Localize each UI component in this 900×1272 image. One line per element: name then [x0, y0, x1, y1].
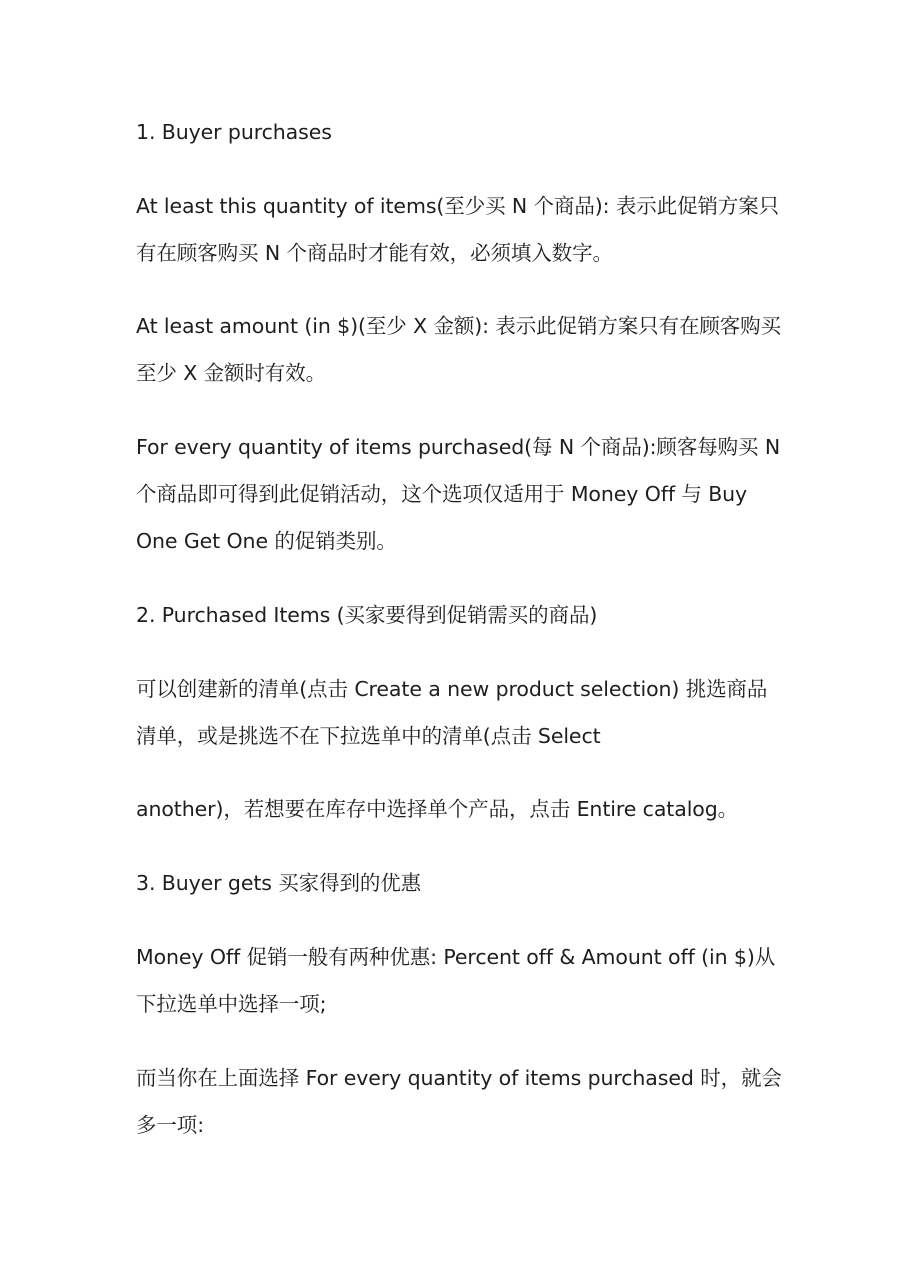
text-line: 个商品即可得到此促销活动，这个选项仅适用于 Money Off 与 Buy	[136, 482, 748, 506]
text-line: 多一项:	[136, 1113, 205, 1137]
text-line: 1. Buyer purchases	[136, 120, 332, 144]
text-line: 2. Purchased Items (买家要得到促销需买的商品)	[136, 603, 598, 627]
text-line: At least this quantity of items(至少买 N 个商品): 表示此促销方案只	[136, 194, 780, 218]
paragraph-entire-catalog	[136, 786, 776, 833]
paragraph-money-off	[136, 934, 776, 1028]
paragraph-extra-option	[136, 1055, 782, 1149]
text-line: One Get One 的促销类别。	[136, 529, 397, 553]
text-line: For every quantity of items purchased(每 N 个商品):顾客每购买 N	[136, 435, 781, 459]
text-line: 而当你在上面选择 For every quantity of items purchased 时，就会	[136, 1066, 782, 1090]
text-line: 至少 X 金额时有效。	[136, 361, 326, 385]
paragraph-every-quantity	[136, 424, 781, 565]
text-line: At least amount (in $)(至少 X 金额): 表示此促销方案只有在顾客购买	[136, 314, 781, 338]
paragraph-min-amount	[136, 303, 781, 397]
text-line: 有在顾客购买 N 个商品时才能有效，必须填入数字。	[136, 241, 613, 265]
text-line: another)，若想要在库存中选择单个产品，点击 Entire catalog。	[136, 797, 739, 821]
paragraph-product-selection	[136, 666, 776, 760]
section-heading-purchased-items	[136, 592, 776, 639]
text-line: 可以创建新的清单(点击 Create a new product selection) 挑选商品	[136, 677, 768, 701]
text-line: 3. Buyer gets 买家得到的优惠	[136, 871, 422, 895]
paragraph-min-quantity	[136, 183, 780, 277]
text-line: 清单，或是挑选不在下拉选单中的清单(点击 Select	[136, 724, 601, 748]
section-heading-buyer-gets	[136, 860, 776, 907]
section-heading-buyer-purchases	[136, 109, 776, 156]
text-line: 下拉选单中选择一项;	[136, 992, 327, 1016]
text-line: Money Off 促销一般有两种优惠: Percent off & Amount off (in $)从	[136, 945, 776, 969]
